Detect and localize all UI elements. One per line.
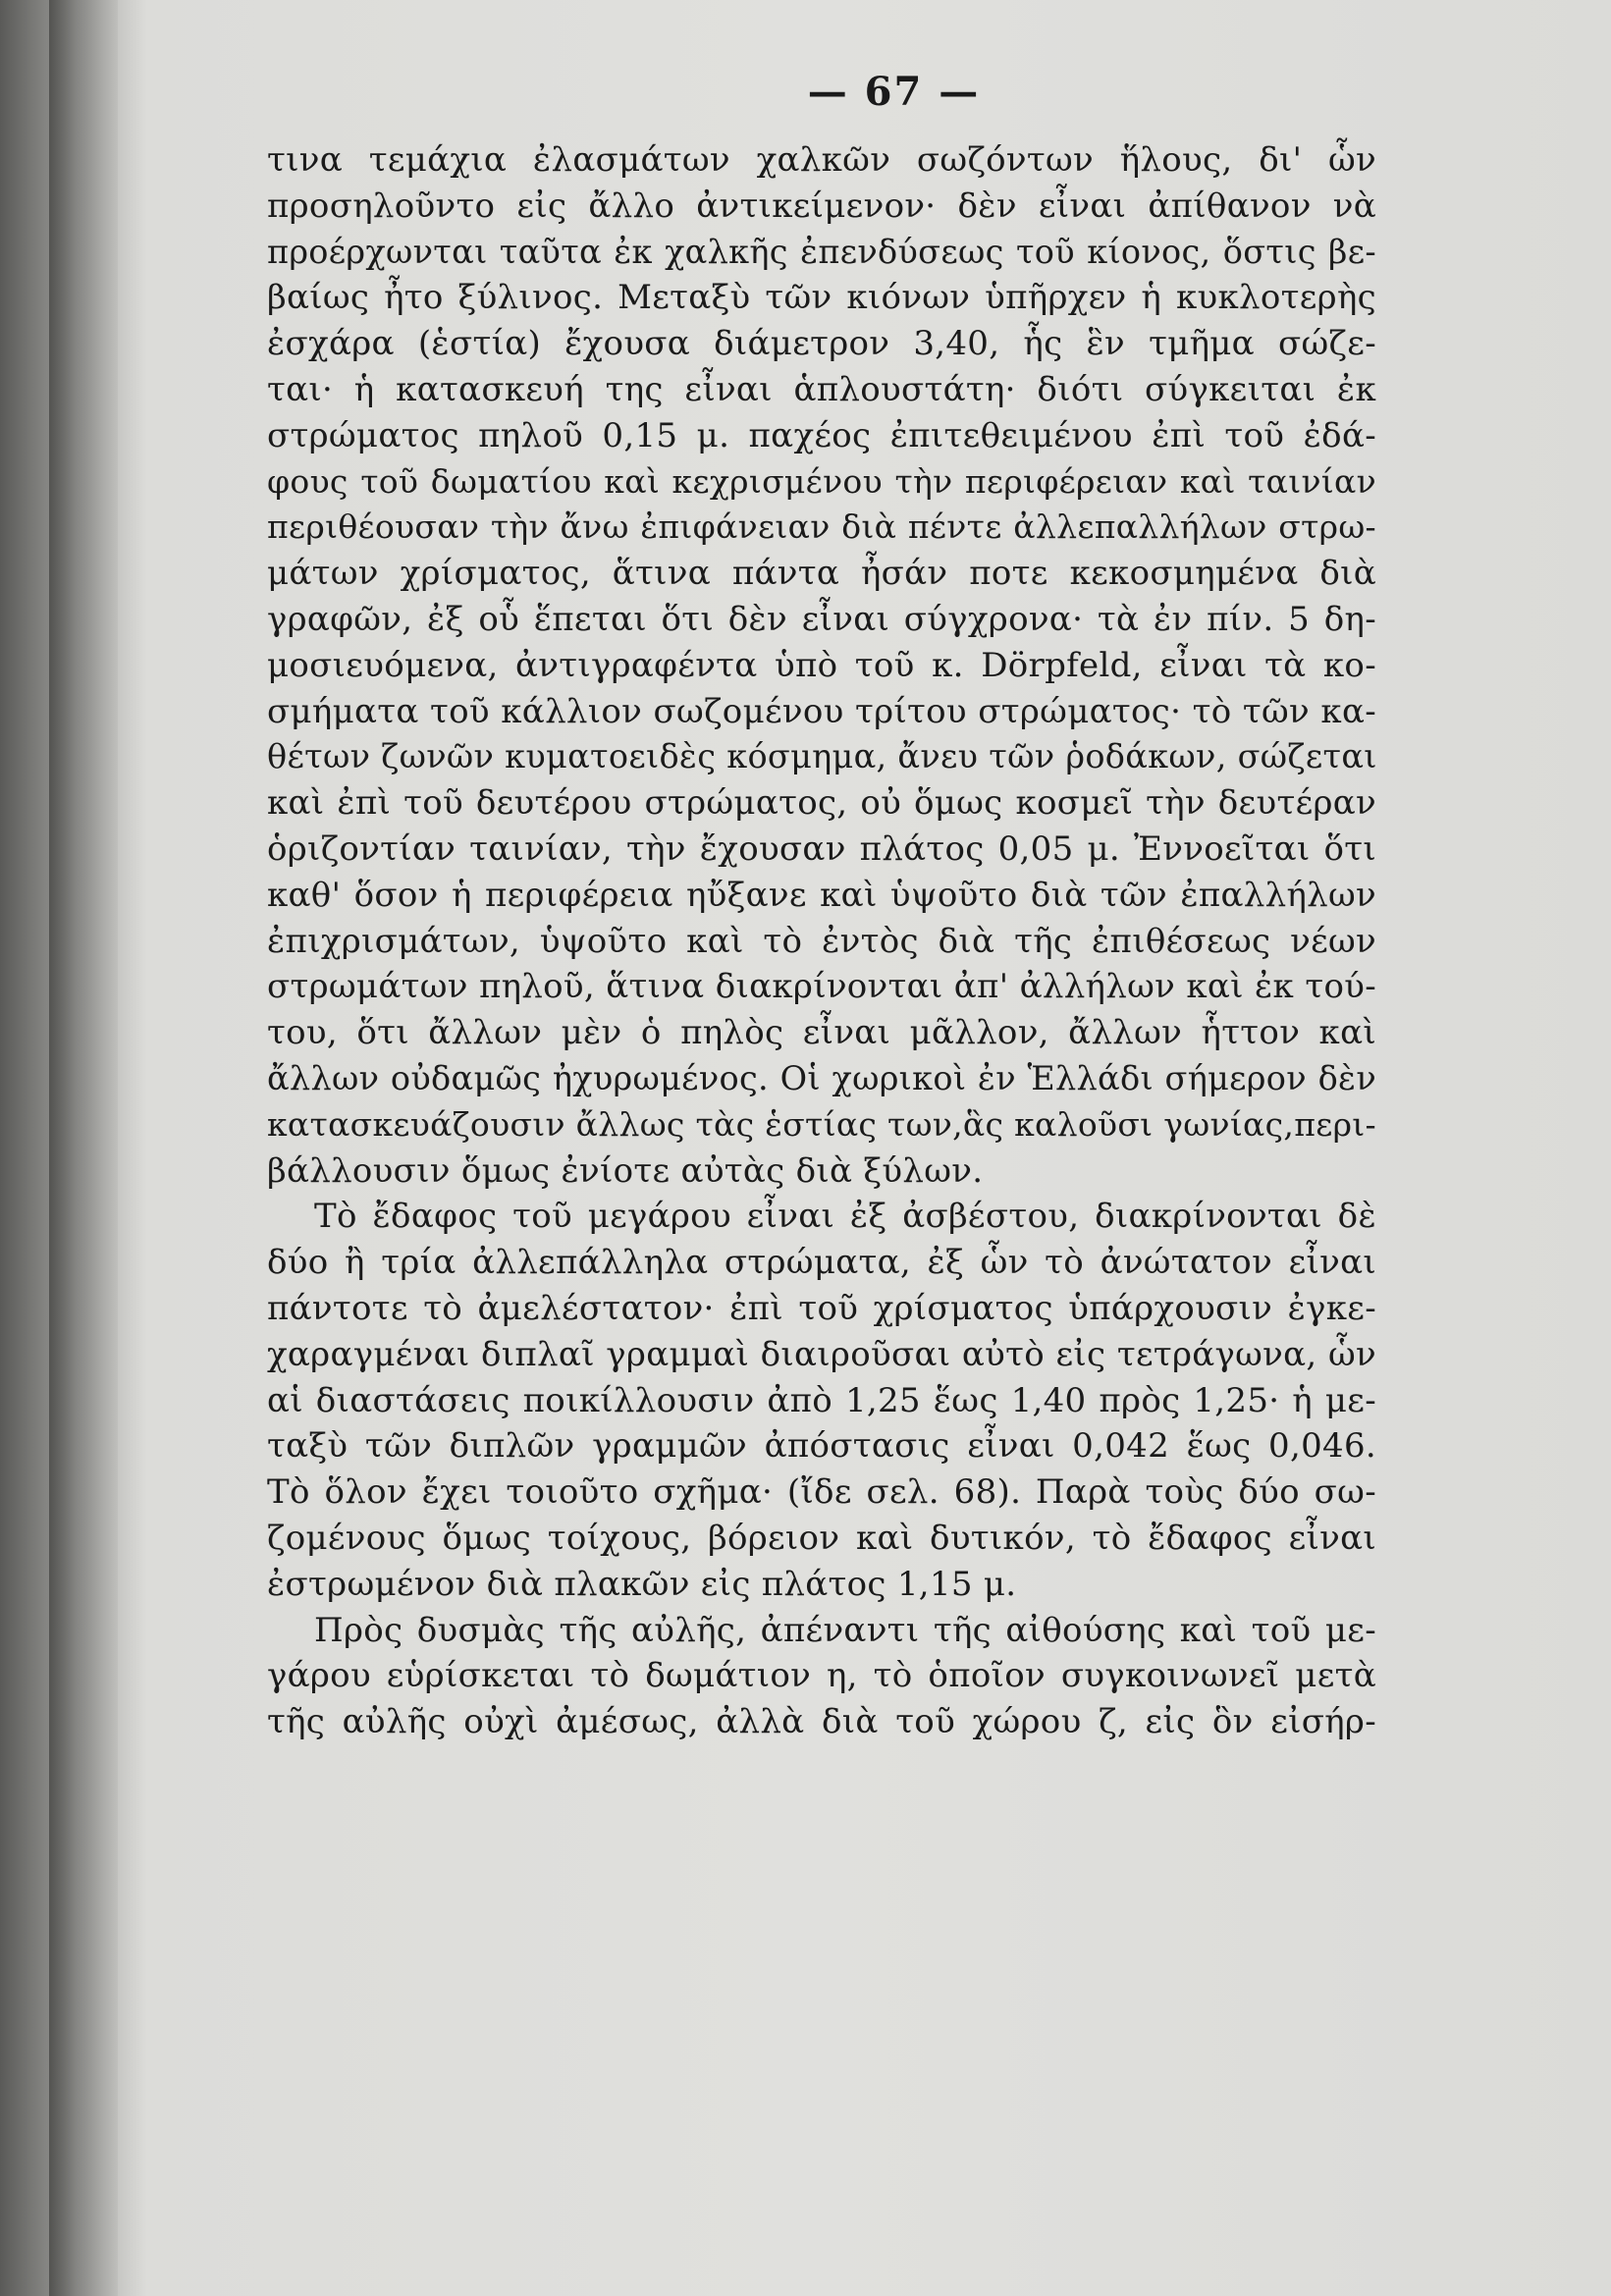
page-number: — 67 — (807, 69, 981, 115)
text-line: Τὸ ἔδαφος τοῦ μεγάρου εἶναι ἐξ ἀσβέστου, διακρίνονται δὲ (314, 1197, 1376, 1237)
text-line: κατασκευάζουσιν ἄλλως τὰς ἑστίας των,ἃς καλοῦσι γωνίας,περι- (267, 1104, 1376, 1144)
text-line: χαραγμέναι διπλαῖ γραμμαὶ διαιροῦσαι αὐτὸ εἰς τετράγωνα, ὧν (267, 1334, 1376, 1374)
text-line: βάλλουσιν ὅμως ἐνίοτε αὐτὰς διὰ ξύλων. (267, 1150, 984, 1191)
text-line: ζομένους ὅμως τοίχους, βόρειον καὶ δυτικόν, τὸ ἔδαφος εἶναι (267, 1518, 1376, 1558)
text-line: ἐσχάρα (ἑστία) ἔχουσα διάμετρον 3,40, ἧς ἓν τμῆμα σώζε- (267, 324, 1376, 364)
text-line: προέρχωνται ταῦτα ἐκ χαλκῆς ἐπενδύσεως τοῦ κίονος, ὅστις βε- (267, 232, 1376, 271)
text-line: τινα τεμάχια ἐλασμάτων χαλκῶν σωζόντων ἥλους, δι' ὧν (267, 140, 1376, 180)
text-line: τῆς αὐλῆς οὐχὶ ἀμέσως, ἀλλὰ διὰ τοῦ χώρου ζ, εἰς ὃν εἰσήρ- (267, 1702, 1376, 1742)
text-line: φους τοῦ δωματίου καὶ κεχρισμένου τὴν περιφέρειαν καὶ ταινίαν (267, 461, 1376, 501)
binding-gutter (49, 0, 118, 2296)
text-line: μάτων χρίσματος, ἅτινα πάντα ἦσάν ποτε κεκοσμημένα διὰ (267, 554, 1376, 594)
text-line: ταξὺ τῶν διπλῶν γραμμῶν ἀπόστασις εἶναι 0,042 ἕως 0,046. (267, 1426, 1376, 1467)
page-header (0, 69, 1611, 115)
text-line: καθ' ὅσον ἡ περιφέρεια ηὔξανε καὶ ὑψοῦτο διὰ τῶν ἐπαλλήλων (267, 875, 1376, 915)
text-line: περιθέουσαν τὴν ἄνω ἐπιφάνειαν διὰ πέντε ἀλλεπαλλήλων στρω- (267, 507, 1376, 547)
text-line: ὁριζοντίαν ταινίαν, τὴν ἔχουσαν πλάτος 0,05 μ. Ἐννοεῖται ὅτι (267, 828, 1376, 869)
text-line: ἄλλων οὐδαμῶς ἠχυρωμένος. Οἱ χωρικοὶ ἐν Ἑλλάδι σήμερον δὲν (267, 1058, 1376, 1097)
text-line: ἐπιχρισμάτων, ὑψοῦτο καὶ τὸ ἐντὸς διὰ τῆς ἐπιθέσεως νέων (267, 921, 1376, 961)
text-line: Πρὸς δυσμὰς τῆς αὐλῆς, ἀπέναντι τῆς αἰθούσης καὶ τοῦ με- (314, 1610, 1376, 1650)
text-line: ται· ἡ κατασκευή της εἶναι ἁπλουστάτη· διότι σύγκειται ἐκ (267, 369, 1376, 409)
text-line: πάντοτε τὸ ἀμελέστατον· ἐπὶ τοῦ χρίσματος ὑπάρχουσιν ἐγκε- (267, 1288, 1376, 1328)
text-line: γραφῶν, ἐξ οὗ ἕπεται ὅτι δὲν εἶναι σύγχρονα· τὰ ἐν πίν. 5 δη- (267, 599, 1376, 639)
text-line: βαίως ἦτο ξύλινος. Μεταξὺ τῶν κιόνων ὑπῆρχεν ἡ κυκλοτερὴς (267, 278, 1376, 318)
text-line: Τὸ ὅλον ἔχει τοιοῦτο σχῆμα· (ἴδε σελ. 68). Παρὰ τοὺς δύο σω- (267, 1472, 1376, 1513)
body-text (267, 137, 1376, 1745)
text-line: του, ὅτι ἄλλων μὲν ὁ πηλὸς εἶναι μᾶλλον, ἄλλων ἧττον καὶ (267, 1013, 1376, 1053)
text-line: δύο ἢ τρία ἀλλεπάλληλα στρώματα, ἐξ ὧν τὸ ἀνώτατον εἶναι (267, 1243, 1376, 1283)
text-line: μοσιευόμενα, ἀντιγραφέντα ὑπὸ τοῦ κ. Dörpfeld, εἶναι τὰ κο- (267, 645, 1376, 685)
text-line: καὶ ἐπὶ τοῦ δευτέρου στρώματος, οὐ ὅμως κοσμεῖ τὴν δευτέραν (267, 783, 1376, 824)
text-line: ἐστρωμένον διὰ πλακῶν εἰς πλάτος 1,15 μ. (267, 1564, 1017, 1604)
text-line: στρώματος πηλοῦ 0,15 μ. παχέος ἐπιτεθειμένου ἐπὶ τοῦ ἐδά- (267, 415, 1376, 455)
text-line: σμήματα τοῦ κάλλιον σωζομένου τρίτου στρώματος· τὸ τῶν κα- (267, 691, 1376, 731)
text-line: θέτων ζωνῶν κυματοειδὲς κόσμημα, ἄνευ τῶν ῥοδάκων, σώζεται (267, 737, 1377, 776)
text-line: γάρου εὑρίσκεται τὸ δωμάτιον η, τὸ ὁποῖον συγκοινωνεῖ μετὰ (267, 1656, 1376, 1696)
text-line: αἱ διαστάσεις ποικίλλουσιν ἀπὸ 1,25 ἕως 1,40 πρὸς 1,25· ἡ με- (267, 1380, 1376, 1420)
text-line: στρωμάτων πηλοῦ, ἅτινα διακρίνονται ἀπ' ἀλλήλων καὶ ἐκ τού- (267, 967, 1376, 1007)
text-line: προσηλοῦντο εἰς ἄλλο ἀντικείμενον· δὲν εἶναι ἀπίθανον νὰ (267, 186, 1376, 226)
